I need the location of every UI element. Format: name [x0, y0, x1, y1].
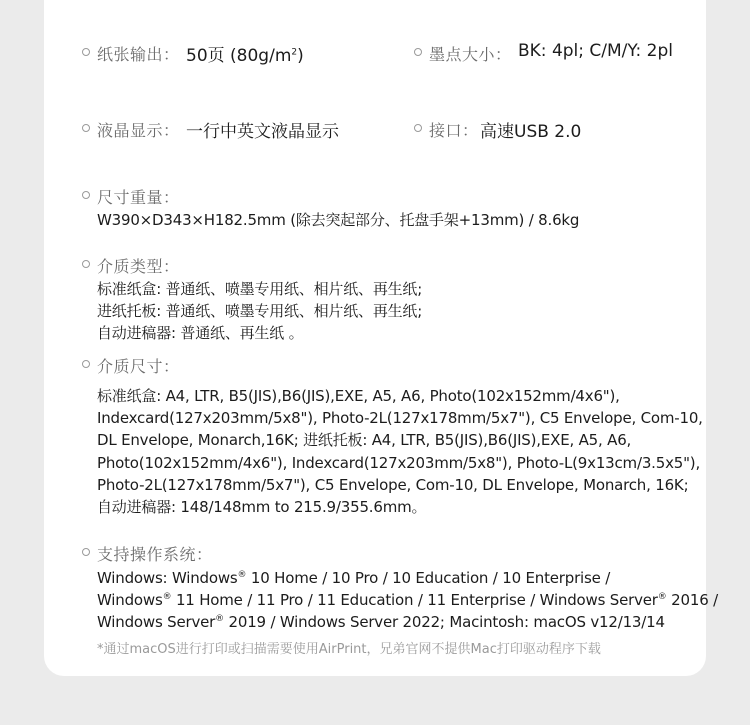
macos-note: *通过macOS进行打印或扫描需要使用AirPrint，兄弟官网不提供Mac打印驱动程序下载	[97, 642, 601, 657]
media-size-line: Photo(102x152mm/4x6"), Indexcard(127x203mm/5x8"), Photo-L(9x13cm/3.5x5"),	[97, 453, 701, 472]
spec-card	[44, 0, 718, 676]
spec-value: 50页 $(80g/m^2)$	[186, 46, 304, 66]
media-size-list	[97, 385, 703, 518]
media-type-list	[97, 278, 422, 345]
spec-label: 液晶显示：	[97, 121, 180, 140]
spec-value: 高速USB 2.0	[480, 122, 582, 142]
os-list	[97, 567, 718, 634]
media-type-line: 标准纸盒: 普通纸、喷墨专用纸、相片纸、再生纸;	[97, 280, 423, 298]
spec-label: 介质类型：	[97, 257, 180, 276]
spec-label: 接口：	[429, 121, 479, 140]
media-size-line: 标准纸盒: A4, LTR, B5(JIS),B6(JIS),EXE, A5, A6, Photo(102x152mm/4x6"),	[97, 387, 620, 405]
bullet-icon	[82, 191, 90, 199]
bullet-icon	[414, 124, 422, 132]
os-line: Windows: Windows® 10 Home / 10 Pro / 10 Education / 10 Enterprise /	[97, 569, 611, 587]
dimensions-value: W390×D343×H182.5mm (除去突起部分、托盘手架+13mm) / 8.6kg	[97, 211, 580, 229]
bullet-icon	[82, 124, 90, 132]
bullet-icon	[82, 260, 90, 268]
bullet-icon	[82, 360, 90, 368]
os-line: Windows® 11 Home / 11 Pro / 11 Education / 11 Enterprise / Windows Server® 2016 /	[97, 591, 718, 610]
spec-value: BK: 4pl; C/M/Y: 2pl	[518, 41, 673, 61]
media-size-line: DL Envelope, Monarch,16K; 进纸托板: A4, LTR, B5(JIS),B6(JIS),EXE, A5, A6,	[97, 431, 632, 450]
spec-label: 介质尺寸：	[97, 357, 180, 376]
os-line: Windows Server® 2019 / Windows Server 2022; Macintosh: macOS v12/13/14	[97, 613, 665, 632]
spec-value: 一行中英文液晶显示	[186, 122, 339, 142]
media-size-line: Photo-2L(127x178mm/5x7"), C5 Envelope, Com-10, DL Envelope, Monarch, 16K;	[97, 475, 689, 494]
bullet-icon	[82, 48, 90, 56]
media-size-line: 自动进稿器: 148/148mm to 215.9/355.6mm。	[97, 498, 427, 517]
spec-label: 支持操作系统：	[97, 545, 213, 564]
media-type-line: 进纸托板: 普通纸、喷墨专用纸、相片纸、再生纸;	[97, 302, 423, 321]
bullet-icon	[414, 48, 422, 56]
spec-label: 纸张输出：	[97, 45, 180, 64]
media-type-line: 自动进稿器: 普通纸、再生纸 。	[97, 324, 304, 343]
media-size-line: Indexcard(127x203mm/5x8"), Photo-2L(127x178mm/5x7"), C5 Envelope, Com-10,	[97, 409, 703, 428]
bullet-icon	[82, 548, 90, 556]
spec-label: 墨点大小：	[429, 45, 512, 64]
spec-label: 尺寸重量：	[97, 188, 180, 207]
